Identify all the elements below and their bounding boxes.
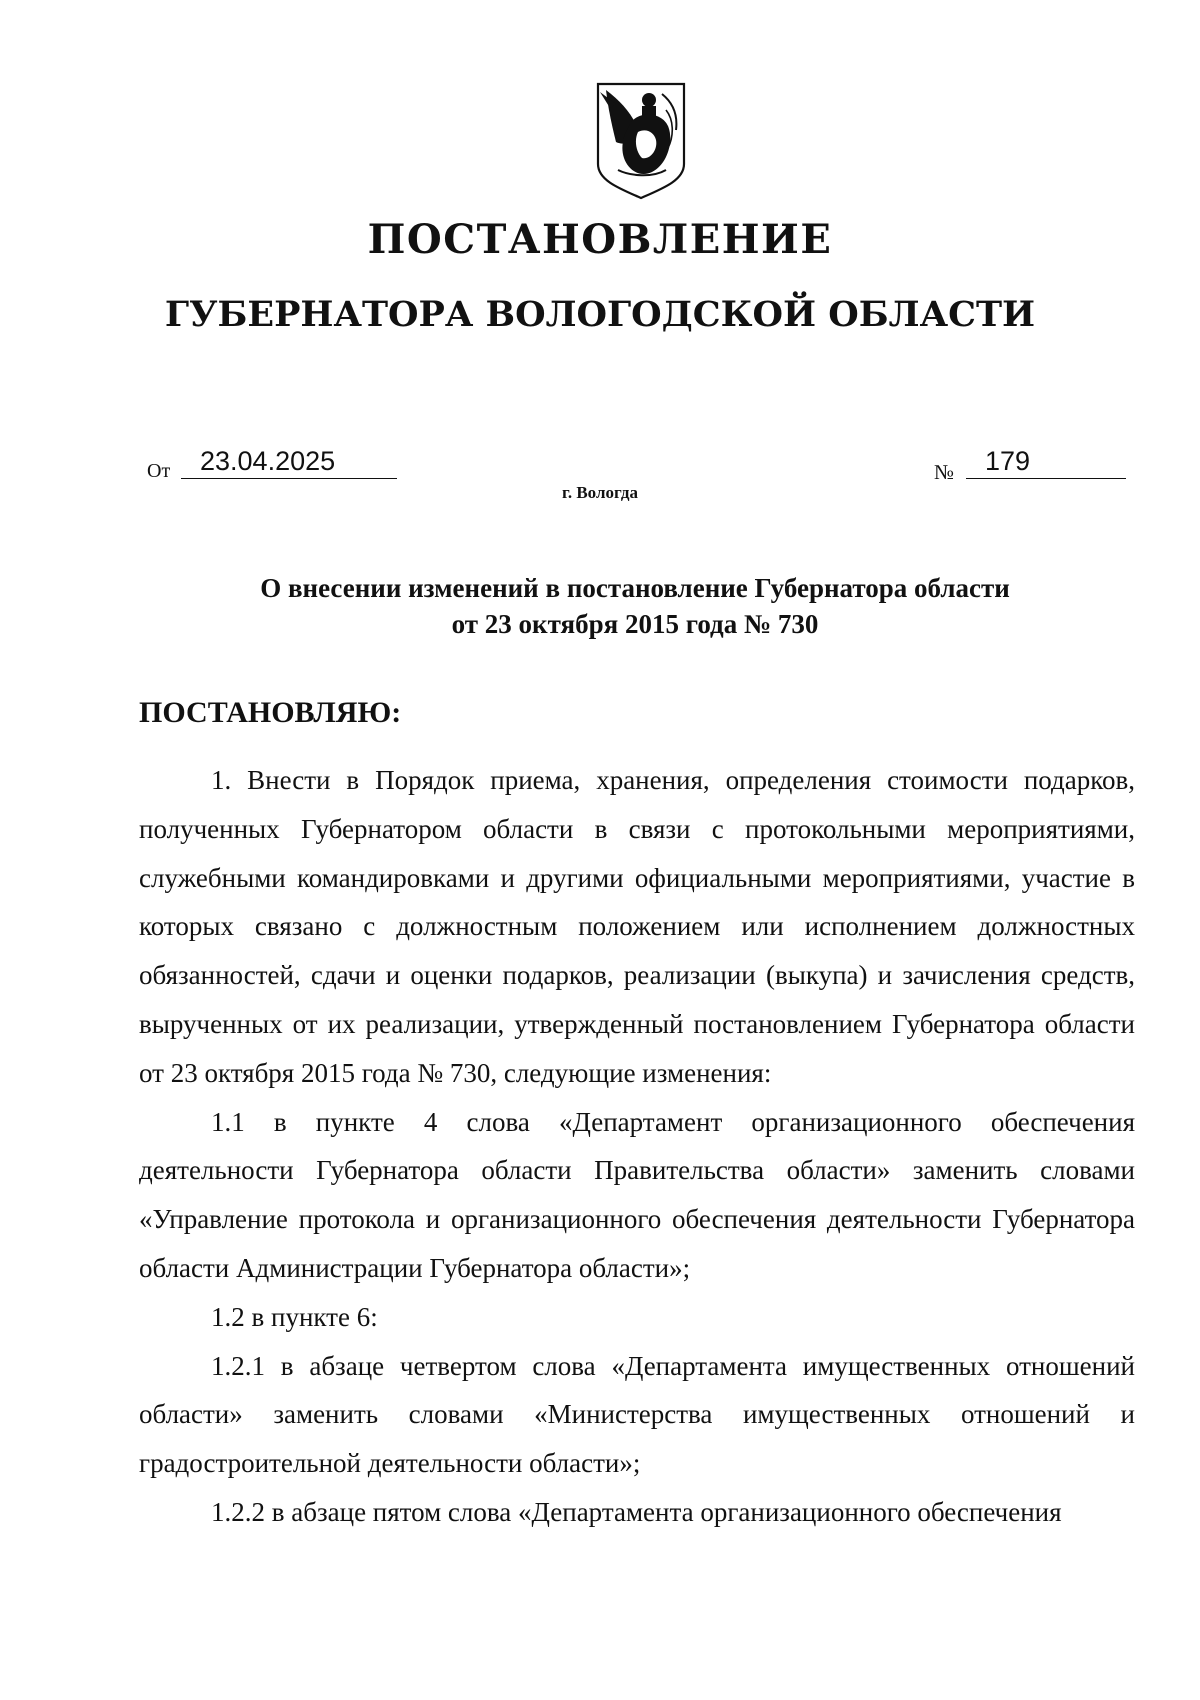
document-title: ПОСТАНОВЛЕНИЕ — [367, 216, 833, 263]
document-subject — [0, 570, 1200, 642]
number-underline — [966, 478, 1126, 479]
document-number: 179 — [985, 446, 1031, 476]
document-body — [139, 756, 1135, 1537]
document-issuer: ГУБЕРНАТОРА ВОЛОГОДСКОЙ ОБЛАСТИ — [164, 294, 1036, 335]
paragraph-1-1: 1.1 в пункте 4 слова «Департамент организационного обеспечения деятельности Губернатора области Правительства области» заменить словами «Управление протокола и организационного обеспечения деятельности Губернатора области Администрации Губернатора области»; — [139, 1106, 1135, 1283]
subject-line-1: О внесении изменений в постановление Губернатора области — [260, 573, 1010, 603]
date-underline — [181, 478, 397, 479]
paragraph-1-2: 1.2 в пункте 6: — [211, 1301, 378, 1332]
date-prefix: От — [147, 460, 171, 482]
coat-of-arms-icon — [594, 80, 688, 200]
decree-heading: ПОСТАНОВЛЯЮ: — [139, 696, 402, 729]
document-date: 23.04.2025 — [200, 446, 336, 476]
paragraph-1-2-1: 1.2.1 в абзаце четвертом слова «Департамента имущественных отношений области» заменить словами «Министерства имущественных отношений и градостроительной деятельности области»; — [139, 1350, 1135, 1479]
paragraph-1: 1. Внести в Порядок приема, хранения, определения стоимости подарков, полученных Губернатором области в связи с протокольными мероприятиями, служебными командировками и другими официальными мероприятиями, участие в которых связано с должностным положением или исполнением должностных обязанностей, сдачи и оценки подарков, реализации (выкупа) и зачисления средств, вырученных от их реализации, утвержденный постановлением Губернатора области от 23 октября 2015 года № 730, следующие изменения: — [139, 765, 1135, 1088]
paragraph-1-2-2: 1.2.2 в абзаце пятом слова «Департамента организационного обеспечения — [211, 1496, 1062, 1527]
city-label: г. Вологда — [562, 483, 638, 502]
subject-line-2: от 23 октября 2015 года № 730 — [451, 609, 819, 639]
number-prefix: № — [934, 460, 955, 484]
